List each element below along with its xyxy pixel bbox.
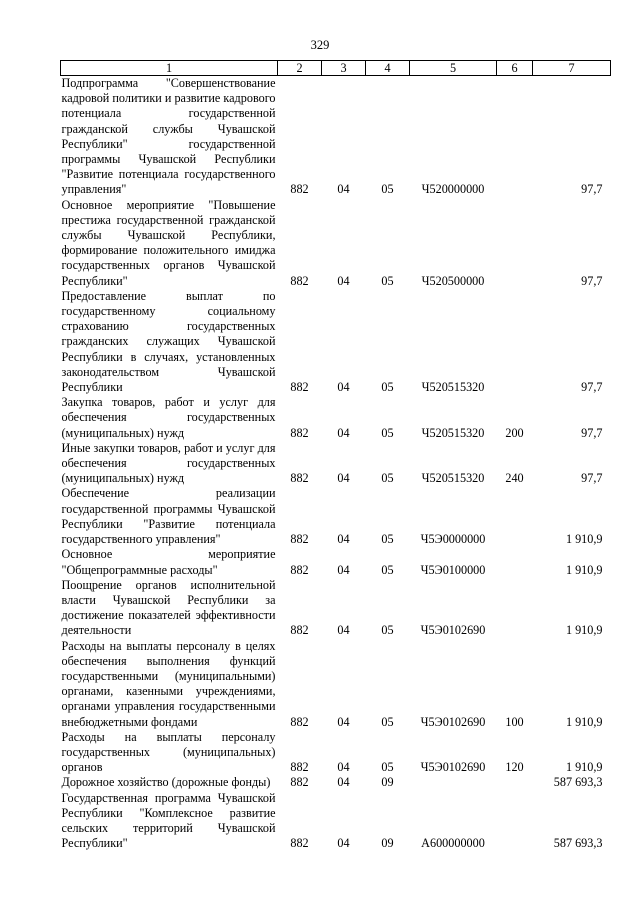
row-admin-code: 882 (290, 380, 309, 395)
row-section: 04 (337, 775, 350, 790)
row-admin-code: 882 (290, 623, 309, 638)
table-row (61, 395, 611, 441)
row-name: Государственная программа Чувашской Республики "Комплексное развитие сельских территорий Чувашской Республики" (61, 790, 276, 851)
row-amount: 97,7 (581, 425, 603, 440)
header-row (61, 61, 611, 76)
row-subsection: 05 (381, 623, 394, 638)
table-row (61, 791, 611, 852)
row-name: Поощрение органов исполнительной власти Чувашской Республики за достижение показателей эффективности деятельности (61, 577, 276, 638)
row-name: Основное мероприятие "Общепрограммные расходы" (61, 547, 276, 577)
row-expense-type: 120 (505, 760, 524, 775)
row-admin-code: 882 (290, 760, 309, 775)
table-row (61, 775, 611, 790)
table-row (61, 198, 611, 289)
column-header-7: 7 (533, 61, 611, 76)
row-expense-type (497, 775, 533, 790)
row-target-article: Ч520515320 (421, 425, 485, 440)
row-admin-code: 882 (290, 775, 309, 790)
row-subsection: 05 (381, 760, 394, 775)
row-amount: 97,7 (581, 471, 603, 486)
table-body (61, 76, 611, 852)
row-expense-type (497, 486, 533, 547)
row-subsection: 09 (381, 775, 394, 790)
row-expense-type (497, 578, 533, 639)
row-admin-code: 882 (290, 714, 309, 729)
row-target-article: Ч520000000 (421, 182, 485, 197)
table-header (61, 61, 611, 76)
column-header-3: 3 (322, 61, 366, 76)
row-name: Расходы на выплаты персоналу государственных (муниципальных) органов (61, 729, 276, 775)
row-subsection: 05 (381, 532, 394, 547)
row-name: Предоставление выплат по государственному социальному страхованию государственных гражданских служащих Чувашской Республики в случаях, установленных законодательством Чувашской Республики (61, 288, 276, 395)
column-header-2: 2 (278, 61, 322, 76)
column-header-5: 5 (410, 61, 497, 76)
column-header-1: 1 (61, 61, 278, 76)
row-target-article: Ч5Э0102690 (420, 760, 486, 775)
row-subsection: 05 (381, 714, 394, 729)
row-section: 04 (337, 532, 350, 547)
row-amount: 97,7 (581, 273, 603, 288)
page-number: 329 (310, 38, 330, 52)
row-amount: 587 693,3 (553, 836, 603, 851)
row-admin-code: 882 (290, 182, 309, 197)
row-subsection: 05 (381, 425, 394, 440)
row-target-article: Ч5Э0102690 (420, 714, 486, 729)
row-target-article: Ч520515320 (421, 471, 485, 486)
row-admin-code: 882 (290, 562, 309, 577)
row-target-article: Ч520515320 (421, 380, 485, 395)
row-name: Обеспечение реализации государственной программы Чувашской Республики "Развитие потенциала государственного управления" (61, 486, 276, 547)
row-section: 04 (337, 471, 350, 486)
row-subsection: 05 (381, 380, 394, 395)
row-target-article: Ч5Э0100000 (420, 562, 486, 577)
table-row (61, 289, 611, 395)
row-admin-code: 882 (290, 532, 309, 547)
row-amount: 1 910,9 (565, 760, 603, 775)
row-section: 04 (337, 562, 350, 577)
row-expense-type: 100 (505, 714, 524, 729)
row-name: Расходы на выплаты персоналу в целях обеспечения выполнения функций государственными (муниципальными) органами, казенными учреждениями, органами управления государственными внебюджетными фондами (61, 638, 276, 729)
row-amount: 1 910,9 (565, 562, 603, 577)
row-amount: 97,7 (581, 182, 603, 197)
row-target-article: Ч5Э0000000 (420, 532, 486, 547)
row-expense-type: 200 (505, 425, 524, 440)
column-header-6: 6 (497, 61, 533, 76)
table-row (61, 76, 611, 198)
row-subsection: 05 (381, 562, 394, 577)
row-expense-type (497, 198, 533, 289)
row-subsection: 05 (381, 471, 394, 486)
row-expense-type (497, 289, 533, 395)
row-expense-type (497, 791, 533, 852)
row-name: Основное мероприятие "Повышение престижа государственной гражданской службы Чувашской Республики, формирование положительного имиджа государственных органов Чувашской Республики" (61, 197, 276, 288)
row-name: Иные закупки товаров, работ и услуг для обеспечения государственных (муниципальных) нужд (61, 440, 276, 486)
row-amount: 1 910,9 (565, 714, 603, 729)
row-expense-type (497, 547, 533, 577)
column-header-4: 4 (366, 61, 410, 76)
row-subsection: 09 (381, 836, 394, 851)
row-expense-type (497, 76, 533, 198)
table-row (61, 441, 611, 487)
row-subsection: 05 (381, 182, 394, 197)
row-name: Дорожное хозяйство (дорожные фонды) (61, 775, 271, 790)
row-admin-code: 882 (290, 425, 309, 440)
table-row (61, 547, 611, 577)
table-row (61, 730, 611, 776)
row-section: 04 (337, 182, 350, 197)
row-target-article: А600000000 (421, 836, 485, 851)
table-row (61, 486, 611, 547)
row-section: 04 (337, 425, 350, 440)
table-row (61, 578, 611, 639)
budget-table (60, 60, 611, 851)
row-amount: 97,7 (581, 380, 603, 395)
row-section: 04 (337, 760, 350, 775)
row-admin-code: 882 (290, 836, 309, 851)
row-expense-type: 240 (505, 471, 524, 486)
row-amount: 1 910,9 (565, 532, 603, 547)
row-target-article: Ч520500000 (421, 273, 485, 288)
row-subsection: 05 (381, 273, 394, 288)
row-section: 04 (337, 714, 350, 729)
row-section: 04 (337, 623, 350, 638)
row-section: 04 (337, 273, 350, 288)
row-target-article (410, 775, 497, 790)
row-amount: 1 910,9 (565, 623, 603, 638)
row-name: Закупка товаров, работ и услуг для обеспечения государственных (муниципальных) нужд (61, 395, 276, 440)
row-section: 04 (337, 836, 350, 851)
row-name: Подпрограмма "Совершенствование кадровой политики и развитие кадрового потенциала государственной гражданской службы Чувашской Республики" государственной программы Чувашской Республики "Развитие потенциала государственного управления" (61, 76, 276, 197)
row-target-article: Ч5Э0102690 (420, 623, 486, 638)
row-admin-code: 882 (290, 471, 309, 486)
table-row (61, 639, 611, 730)
row-amount: 587 693,3 (553, 775, 603, 790)
row-admin-code: 882 (290, 273, 309, 288)
row-section: 04 (337, 380, 350, 395)
